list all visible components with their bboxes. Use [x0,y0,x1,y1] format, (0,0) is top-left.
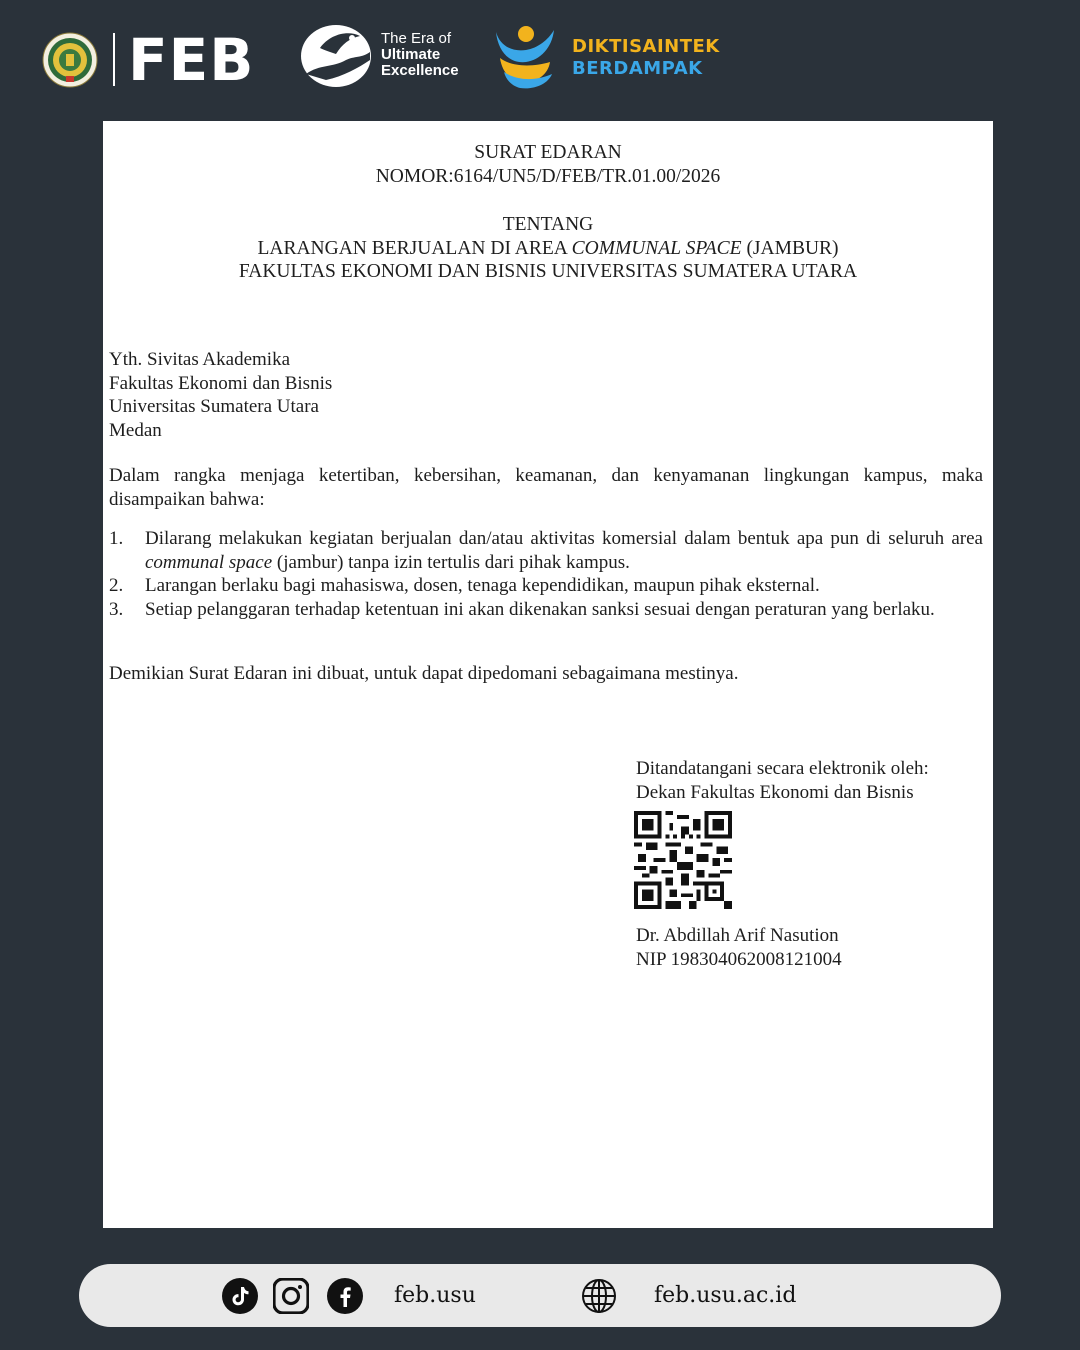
letter-title-block [103,141,993,188]
addressee-line: Medan [109,419,162,441]
signer-name: Dr. Abdillah Arif Nasution [636,925,839,946]
signer-nip: NIP 198304062008121004 [636,948,842,970]
letter-subject-block [103,213,993,284]
diktisaintek-icon [490,22,560,90]
letter-addressee [109,348,332,442]
list-item-number: 2. [109,575,124,596]
list-item [109,527,983,574]
list-item-text: Dilarang melakukan kegiatan berjualan dan/atau aktivitas komersial dalam bentuk apa pun di seluruh area [145,528,983,549]
letter-points-list [109,527,983,621]
qr-code-icon [634,811,732,909]
era-tagline-line2: Ultimate [381,46,441,63]
list-item-text: Setiap pelanggaran terhadap ketentuan ini akan dikenakan sanksi sesuai dengan peraturan yang berlaku. [145,598,935,620]
signed-note: Ditandatangani secara elektronik oleh: [636,758,929,779]
instagram-icon[interactable] [273,1278,309,1314]
era-tagline-line1: The Era of [381,30,452,47]
hand-bird-icon [300,24,372,88]
footer-contact-bar [79,1264,1001,1327]
signer-position: Dekan Fakultas Ekonomi dan Bisnis [636,781,914,803]
tiktok-icon[interactable] [222,1278,258,1314]
circular-letter-document [103,121,993,1228]
list-item-text: Larangan berlaku bagi mahasiswa, dosen, tenaga kependidikan, maupun pihak eksternal. [145,575,820,596]
letter-subject-line2: FAKULTAS EKONOMI DAN BISNIS UNIVERSITAS SUMATERA UTARA [238,261,858,282]
list-item [109,598,983,622]
subject-italic-text: COMMUNAL SPACE [571,237,742,259]
subject-text: LARANGAN BERJUALAN DI AREA [257,237,572,259]
social-handle[interactable]: feb.usu [394,1283,476,1308]
letter-intro: Dalam rangka menjaga ketertiban, kebersihan, keamanan, dan kenyamanan lingkungan kampus, maka disampaikan bahwa: [109,465,983,510]
diktisaintek-text [572,36,720,80]
letter-closing: Demikian Surat Edaran ini dibuat, untuk dapat dipedomani sebagaimana mestinya. [109,663,739,684]
era-tagline-line3: Excellence [381,62,459,79]
signer-identity [636,924,842,971]
letter-about: TENTANG [502,214,594,235]
facebook-icon[interactable] [327,1278,363,1314]
list-item-number: 3. [109,598,124,620]
list-item-text-after: (jambur) tanpa izin tertulis dari pihak kampus. [272,551,630,573]
subject-text-after: (JAMBUR) [741,237,839,259]
signature-block [636,757,929,804]
letter-number-label: NOMOR: [375,165,454,187]
addressee-line: Yth. Sivitas Akademika [109,349,291,370]
letter-number-value: 6164/UN5/D/FEB/TR.01.00/2026 [453,165,721,187]
diktisaintek-line2: BERDAMPAK [572,58,703,79]
letter-number [103,165,993,189]
letter-subject-line1 [103,237,993,261]
list-item-number: 1. [109,528,124,549]
diktisaintek-line1: DIKTISAINTEK [572,36,720,57]
logo-separator [113,33,115,86]
list-item-italic: communal space [145,551,273,573]
letter-title: SURAT EDARAN [474,142,622,163]
addressee-line: Universitas Sumatera Utara [109,396,319,417]
addressee-line: Fakultas Ekonomi dan Bisnis [109,372,333,394]
usu-seal-logo [42,32,98,88]
globe-icon [581,1278,617,1314]
header-logos [0,0,1080,120]
website-link[interactable]: feb.usu.ac.id [654,1283,797,1308]
era-tagline [381,31,459,79]
feb-logo-text: FEB [128,26,255,94]
list-item [109,574,983,598]
